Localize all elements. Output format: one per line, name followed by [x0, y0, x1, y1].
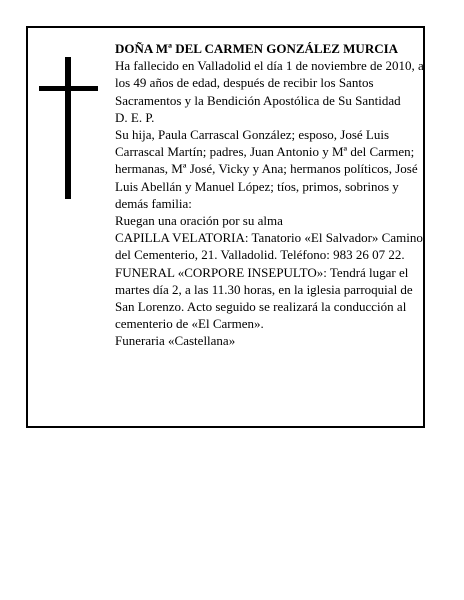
- cross-horizontal-bar: [39, 86, 98, 91]
- prayer-request: Ruegan una oración por su alma: [115, 213, 283, 229]
- deceased-name: DOÑA Mª DEL CARMEN GONZÁLEZ MURCIA: [115, 41, 399, 56]
- funeral-info: FUNERAL «CORPORE INSEPULTO»: Tendrá lugar el martes día 2, a las 11.30 horas, en la iglesia parroquial de San Lorenzo. Acto seguido se realizará la conducción al cementerio de «El Carmen».: [115, 264, 413, 332]
- notice-text: [115, 40, 427, 350]
- chapel-info: CAPILLA VELATORIA: Tanatorio «El Salvador» Camino del Cementerio, 21. Valladolid. Teléfono: 983 26 07 22.: [115, 230, 423, 263]
- rip-text: D. E. P.: [115, 109, 155, 125]
- death-statement: Ha fallecido en Valladolid el día 1 de noviembre de 2010, a los 49 años de edad, después de recibir los Santos Sacramentos y la Bendición Apostólica de Su Santidad: [115, 58, 424, 108]
- funeral-home: Funeraria «Castellana»: [115, 333, 236, 349]
- family-list: Su hija, Paula Carrascal González; esposo, José Luis Carrascal Martín; padres, Juan Antonio y Mª del Carmen; hermanas, Mª José, Vicky y Ana; hermanos políticos, José Luis Abellán y Manuel López; tíos, primos, sobrinos y demás familia:: [115, 127, 418, 211]
- obituary-notice: [26, 26, 425, 428]
- cross-vertical-bar: [65, 57, 71, 199]
